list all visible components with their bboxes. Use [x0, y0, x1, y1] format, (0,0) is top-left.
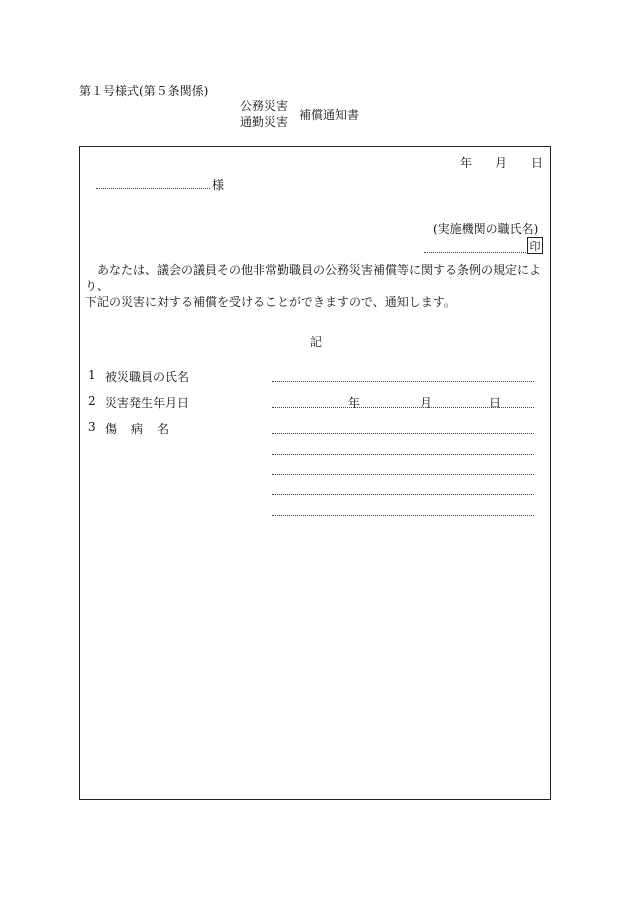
- injury-field-line-3[interactable]: [272, 474, 534, 475]
- notice-body-line-1: あなたは、議会の議員その他非常勤職員の公務災害補償等に関する条例の規定により、: [85, 263, 542, 293]
- date-day-label: 日: [531, 156, 544, 170]
- organization-title-label: (実施機関の職氏名): [433, 222, 539, 236]
- title-line-commute: 通勤災害: [240, 115, 289, 129]
- victim-name-field[interactable]: [272, 381, 534, 382]
- injury-field-line-2[interactable]: [272, 454, 534, 455]
- item-1-label: 被災職員の氏名: [105, 370, 190, 384]
- organization-name-field[interactable]: [424, 252, 526, 253]
- addressee-name-field[interactable]: [96, 188, 210, 189]
- form-number: 第１号様式(第５条関係): [79, 84, 209, 98]
- ki-heading: 記: [310, 335, 323, 349]
- item-2-label: 災害発生年月日: [105, 396, 190, 410]
- date-month-label: 月: [495, 156, 508, 170]
- date-year-label: 年: [460, 156, 473, 170]
- notice-body: [85, 262, 550, 310]
- form-frame: [79, 146, 551, 800]
- item-2-number: 2: [88, 394, 96, 408]
- title-line-public-duty: 公務災害: [240, 99, 289, 113]
- incident-date-field[interactable]: [272, 407, 534, 408]
- item-1-number: 1: [88, 368, 96, 382]
- seal-box: [527, 237, 543, 254]
- incident-month-label: 月: [420, 396, 433, 410]
- addressee-suffix: 様: [212, 178, 225, 192]
- incident-year-label: 年: [348, 396, 361, 410]
- seal-char: 印: [529, 240, 541, 253]
- injury-field-line-1[interactable]: [272, 433, 534, 434]
- item-3-number: 3: [88, 420, 96, 434]
- injury-field-line-4[interactable]: [272, 494, 534, 495]
- incident-day-label: 日: [489, 396, 502, 410]
- document-title: 補償通知書: [299, 108, 360, 122]
- title-type-labels: [240, 98, 288, 130]
- item-3-label: 傷病名: [105, 422, 184, 436]
- notice-body-line-2: 下記の災害に対する補償を受けることができますので、通知します。: [85, 295, 456, 309]
- injury-field-line-5[interactable]: [272, 515, 534, 516]
